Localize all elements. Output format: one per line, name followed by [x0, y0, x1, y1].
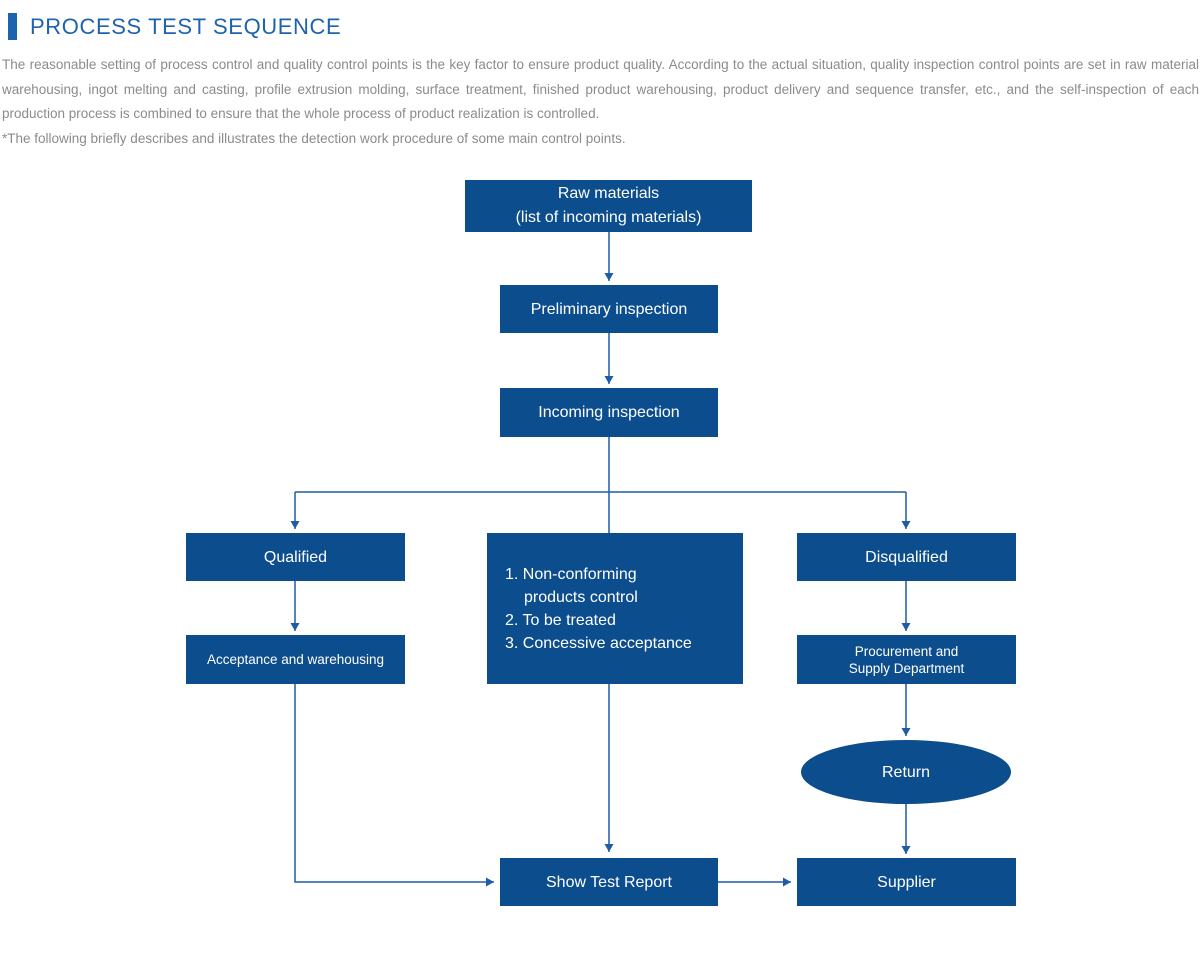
page-title: PROCESS TEST SEQUENCE: [30, 13, 342, 39]
node-procurement-supply: [797, 635, 1016, 684]
node-return: [801, 740, 1011, 804]
node-incoming-inspection-label: Incoming inspection: [538, 404, 680, 421]
intro-note: *The following briefly describes and illustrates the detection work procedure of some main control points.: [2, 130, 626, 146]
node-show-test-report: [500, 858, 718, 906]
node-nonconforming-line4: 3. Concessive acceptance: [505, 634, 692, 652]
node-nonconforming-line3: 2. To be treated: [505, 611, 616, 629]
node-supplier: [797, 858, 1016, 906]
node-nonconforming-products: [487, 533, 743, 684]
node-qualified: [186, 533, 405, 581]
node-raw-materials-line1: Raw materials: [557, 185, 660, 202]
node-procurement-line1: Procurement and: [854, 643, 959, 659]
node-acceptance-warehousing-label: Acceptance and warehousing: [206, 652, 385, 667]
node-disqualified: [797, 533, 1016, 581]
node-acceptance-warehousing: [186, 635, 405, 684]
node-raw-materials-line2: (list of incoming materials): [515, 209, 702, 226]
node-preliminary-inspection: [500, 285, 718, 333]
node-incoming-inspection: [500, 388, 718, 437]
node-procurement-line2: Supply Department: [848, 660, 965, 676]
node-disqualified-label: Disqualified: [865, 548, 948, 566]
node-return-label: Return: [881, 763, 931, 781]
node-show-test-report-label: Show Test Report: [546, 873, 672, 891]
node-supplier-label: Supplier: [877, 873, 936, 891]
intro-paragraph: The reasonable setting of process control and quality control points is the key factor to ensure product quality. According to the actual situation, quality inspection control points are set in raw material warehousing, ingot melting and casting, profile extrusion molding, surface treatment, finished product warehousing, product delivery and sequence transfer, etc., and the self-inspection of each production process is combined to ensure that the whole process of product realization is controlled.: [2, 57, 1199, 121]
node-preliminary-inspection-label: Preliminary inspection: [530, 300, 688, 318]
node-nonconforming-line1: 1. Non-conforming: [505, 565, 637, 583]
node-raw-materials: [465, 180, 752, 232]
node-qualified-label: Qualified: [263, 548, 328, 566]
node-nonconforming-line2: products control: [524, 588, 638, 606]
